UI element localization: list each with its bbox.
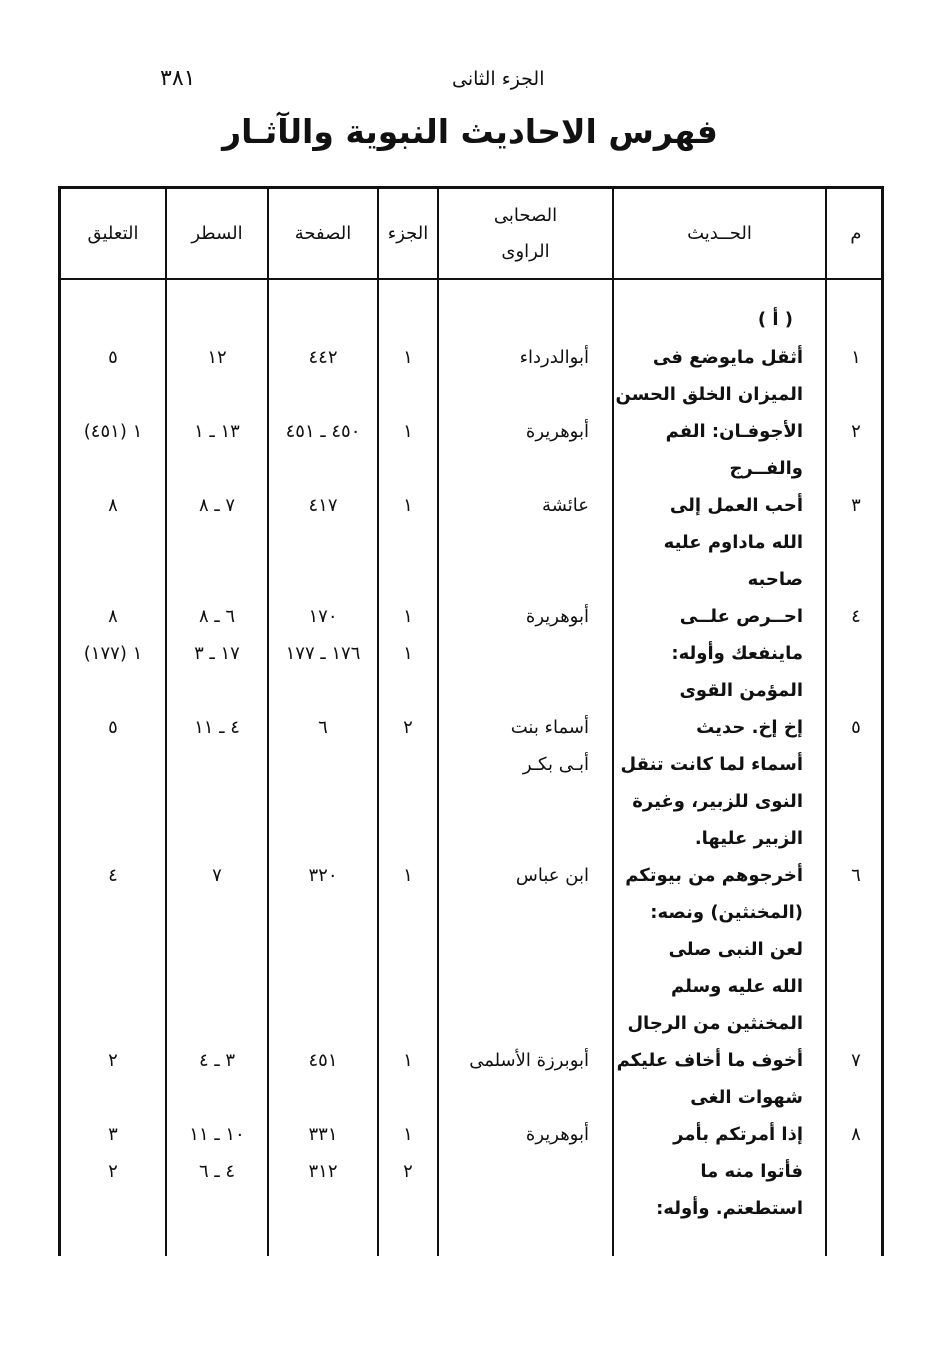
cell-juz [379, 746, 437, 783]
table-row [61, 1116, 881, 1153]
table-row [61, 709, 881, 746]
cell-comment: ٤ [108, 865, 118, 886]
cell-num [827, 1153, 885, 1190]
cell-line: ١٧ ـ ٣ [194, 643, 240, 664]
running-head: الجزء الثانى [452, 68, 545, 90]
cell-line: ٧ ـ ٨ [198, 495, 236, 516]
cell-line [166, 1190, 268, 1227]
cell-hadith: المؤمن القوى [679, 680, 803, 701]
cell-page [269, 746, 377, 783]
cell-num [827, 672, 885, 709]
table-row [61, 524, 881, 561]
table-row [61, 672, 881, 709]
cell-juz [379, 1005, 437, 1042]
cell-page: ٦ [318, 717, 328, 738]
cell-comment [61, 931, 165, 968]
table-row [61, 339, 881, 376]
cell-juz [379, 931, 437, 968]
cell-sahabi [439, 1190, 589, 1227]
cell-juz: ١ [403, 865, 413, 886]
cell-line: ١٣ ـ ١ [194, 421, 240, 442]
cell-page: ٤١٧ [308, 495, 338, 516]
cell-comment [61, 1005, 165, 1042]
cell-juz [379, 561, 437, 598]
cell-line: ٣ ـ ٤ [198, 1050, 236, 1071]
column-header-line: السطر [191, 222, 243, 244]
column-header-sahabi-line2: الراوى [501, 240, 550, 262]
table-row [61, 1042, 881, 1079]
cell-hadith: أخرجوهم من بيوتكم [625, 865, 803, 886]
cell-num: ٢ [851, 421, 861, 442]
cell-hadith: النوى للزبير، وغيرة [632, 791, 803, 812]
table-row [61, 820, 881, 857]
table-row [61, 894, 881, 931]
cell-hadith: شهوات الغى [690, 1087, 803, 1108]
cell-line [166, 783, 268, 820]
cell-sahabi [439, 376, 589, 413]
cell-hadith: استطعتم. وأوله: [656, 1198, 803, 1219]
cell-sahabi: أبوالدرداء [519, 347, 589, 368]
table-row [61, 1153, 881, 1190]
table-row [61, 376, 881, 413]
cell-comment [61, 820, 165, 857]
cell-juz: ١ [403, 495, 413, 516]
column-header-page: الصفحة [294, 222, 352, 244]
cell-sahabi: ابن عباس [515, 865, 589, 886]
page-header [0, 66, 948, 100]
column-header-sahabi-line1: الصحابى [493, 204, 558, 226]
cell-sahabi: أبوهريرة [525, 1124, 589, 1145]
cell-hadith: ماينفعك وأوله: [671, 643, 803, 664]
cell-sahabi: أبوبرزة الأسلمى [469, 1050, 589, 1071]
cell-juz [379, 450, 437, 487]
cell-num [827, 746, 885, 783]
cell-hadith: الله عليه وسلم [671, 976, 803, 997]
cell-num [827, 524, 885, 561]
cell-comment: ٣ [108, 1124, 118, 1145]
cell-page [269, 450, 377, 487]
cell-num [827, 450, 885, 487]
cell-juz: ١ [403, 1050, 413, 1071]
cell-comment [61, 376, 165, 413]
table-row [61, 857, 881, 894]
cell-page [269, 561, 377, 598]
cell-page [269, 931, 377, 968]
cell-page: ١٧٠ [308, 606, 338, 627]
table-row [61, 783, 881, 820]
cell-sahabi [439, 561, 589, 598]
cell-comment [61, 968, 165, 1005]
cell-page: ٤٥٠ ـ ٤٥١ [285, 421, 361, 442]
cell-num: ٤ [851, 606, 861, 627]
table-body [61, 189, 881, 1256]
cell-comment [61, 524, 165, 561]
cell-comment [61, 450, 165, 487]
cell-juz: ١ [403, 606, 413, 627]
cell-sahabi [439, 635, 589, 672]
cell-num [827, 376, 885, 413]
table-row [61, 450, 881, 487]
cell-hadith: الزبير عليها. [694, 828, 803, 849]
cell-line [166, 376, 268, 413]
cell-page: ١٧٦ ـ ١٧٧ [285, 643, 361, 664]
cell-hadith: (المخنثين) ونصه: [650, 902, 803, 923]
cell-sahabi: أبوهريرة [525, 421, 589, 442]
column-header-num: م [850, 222, 862, 244]
table-row [61, 561, 881, 598]
cell-sahabi [439, 672, 589, 709]
cell-comment [61, 746, 165, 783]
cell-page [269, 968, 377, 1005]
cell-num [827, 894, 885, 931]
table-row [61, 598, 881, 635]
cell-line: ٤ ـ ١١ [194, 717, 240, 738]
cell-comment [61, 561, 165, 598]
cell-hadith: أحب العمل إلى [669, 495, 803, 516]
table-row [61, 1190, 881, 1227]
table-row [61, 931, 881, 968]
cell-hadith: فأتوا منه ما [700, 1161, 803, 1182]
section-letter: ( أ ) [757, 309, 793, 330]
cell-sahabi [439, 783, 589, 820]
cell-sahabi: أبوهريرة [525, 606, 589, 627]
cell-comment: ٢ [108, 1050, 118, 1071]
cell-hadith: المخنثين من الرجال [627, 1013, 803, 1034]
cell-page [269, 376, 377, 413]
cell-num: ٦ [851, 865, 861, 886]
cell-page [269, 820, 377, 857]
cell-comment: ٥ [108, 347, 118, 368]
hadith-index-table [58, 186, 884, 1256]
cell-hadith: احــرص علــى [679, 606, 803, 627]
cell-line [166, 561, 268, 598]
cell-hadith: والفــرج [729, 458, 803, 479]
cell-hadith: صاحبه [747, 569, 803, 590]
cell-juz [379, 820, 437, 857]
cell-line [166, 746, 268, 783]
table-row [61, 413, 881, 450]
cell-line [166, 1079, 268, 1116]
cell-sahabi: أسماء بنت [510, 717, 589, 738]
cell-juz: ١ [403, 421, 413, 442]
cell-hadith: إذا أمرتكم بأمر [673, 1124, 803, 1145]
cell-juz [379, 783, 437, 820]
cell-sahabi [439, 450, 589, 487]
cell-num: ٣ [851, 495, 861, 516]
cell-line [166, 672, 268, 709]
table-row [61, 635, 881, 672]
cell-juz: ١ [403, 347, 413, 368]
cell-sahabi [439, 894, 589, 931]
cell-page [269, 1005, 377, 1042]
cell-line: ٦ ـ ٨ [198, 606, 236, 627]
cell-num [827, 1005, 885, 1042]
cell-num [827, 968, 885, 1005]
cell-line: ١٢ [207, 347, 227, 368]
cell-num: ١ [851, 347, 861, 368]
cell-line [166, 450, 268, 487]
column-header-juz: الجزء [387, 222, 429, 244]
cell-page [269, 524, 377, 561]
cell-line: ١٠ ـ ١١ [189, 1124, 245, 1145]
cell-sahabi [439, 820, 589, 857]
cell-page: ٣٢٠ [308, 865, 338, 886]
cell-num [827, 820, 885, 857]
cell-num: ٥ [851, 717, 861, 738]
cell-num: ٨ [851, 1124, 861, 1145]
cell-hadith: أسماء لما كانت تنقل [620, 754, 803, 775]
cell-hadith: الأجوفـان: الفم [665, 421, 803, 442]
cell-juz [379, 524, 437, 561]
cell-line: ٧ [212, 865, 222, 886]
cell-sahabi [439, 1153, 589, 1190]
cell-comment [61, 672, 165, 709]
cell-line [166, 894, 268, 931]
cell-num [827, 931, 885, 968]
cell-juz [379, 672, 437, 709]
cell-juz [379, 894, 437, 931]
cell-line [166, 1005, 268, 1042]
cell-page: ٣٣١ [308, 1124, 338, 1145]
cell-sahabi [439, 1005, 589, 1042]
cell-hadith: الله ماداوم عليه [663, 532, 803, 553]
cell-page [269, 783, 377, 820]
cell-sahabi [439, 968, 589, 1005]
column-header-hadith: الحــديث [687, 222, 752, 244]
cell-page [269, 1079, 377, 1116]
cell-page: ٤٤٢ [308, 347, 338, 368]
cell-juz: ٢ [403, 717, 413, 738]
table-row [61, 746, 881, 783]
cell-juz [379, 1190, 437, 1227]
cell-num: ٧ [851, 1050, 861, 1071]
cell-line [166, 524, 268, 561]
cell-sahabi [439, 931, 589, 968]
cell-sahabi: أبـى بكـر [522, 754, 589, 775]
cell-comment: ٨ [108, 495, 118, 516]
cell-juz: ١ [403, 643, 413, 664]
cell-hadith: الميزان الخلق الحسن [615, 384, 803, 405]
page-number: ٣٨١ [160, 66, 196, 91]
cell-comment [61, 1190, 165, 1227]
cell-page [269, 894, 377, 931]
cell-line [166, 931, 268, 968]
cell-page [269, 672, 377, 709]
cell-hadith: أخوف ما أخاف عليكم [616, 1050, 803, 1071]
cell-hadith: لعن النبى صلى [668, 939, 803, 960]
cell-comment [61, 1079, 165, 1116]
cell-line: ٤ ـ ٦ [198, 1161, 236, 1182]
cell-num [827, 1190, 885, 1227]
cell-num [827, 561, 885, 598]
cell-page: ٤٥١ [308, 1050, 338, 1071]
cell-comment: ١ (٤٥١) [83, 421, 143, 442]
cell-comment: ١ (١٧٧) [83, 643, 143, 664]
cell-page: ٣١٢ [308, 1161, 338, 1182]
cell-page [269, 1190, 377, 1227]
cell-comment [61, 894, 165, 931]
cell-juz [379, 1079, 437, 1116]
cell-comment [61, 783, 165, 820]
column-header-comment: التعليق [87, 222, 139, 244]
cell-comment: ٢ [108, 1161, 118, 1182]
cell-sahabi [439, 524, 589, 561]
cell-comment: ٨ [108, 606, 118, 627]
table-row [61, 487, 881, 524]
cell-sahabi [439, 1079, 589, 1116]
table-row [61, 1005, 881, 1042]
cell-line [166, 968, 268, 1005]
table-row [61, 968, 881, 1005]
cell-num [827, 635, 885, 672]
cell-num [827, 1079, 885, 1116]
cell-line [166, 820, 268, 857]
cell-juz [379, 968, 437, 1005]
cell-juz [379, 376, 437, 413]
cell-num [827, 783, 885, 820]
table-row [61, 1079, 881, 1116]
cell-juz: ٢ [403, 1161, 413, 1182]
cell-comment: ٥ [108, 717, 118, 738]
cell-hadith: أثقل مايوضع فى [652, 347, 803, 368]
cell-juz: ١ [403, 1124, 413, 1145]
cell-sahabi: عائشة [542, 495, 589, 516]
cell-hadith: إخ إخ. حديث [696, 717, 803, 738]
page-title: فهرس الاحاديث النبوية والآثـار [222, 112, 718, 151]
